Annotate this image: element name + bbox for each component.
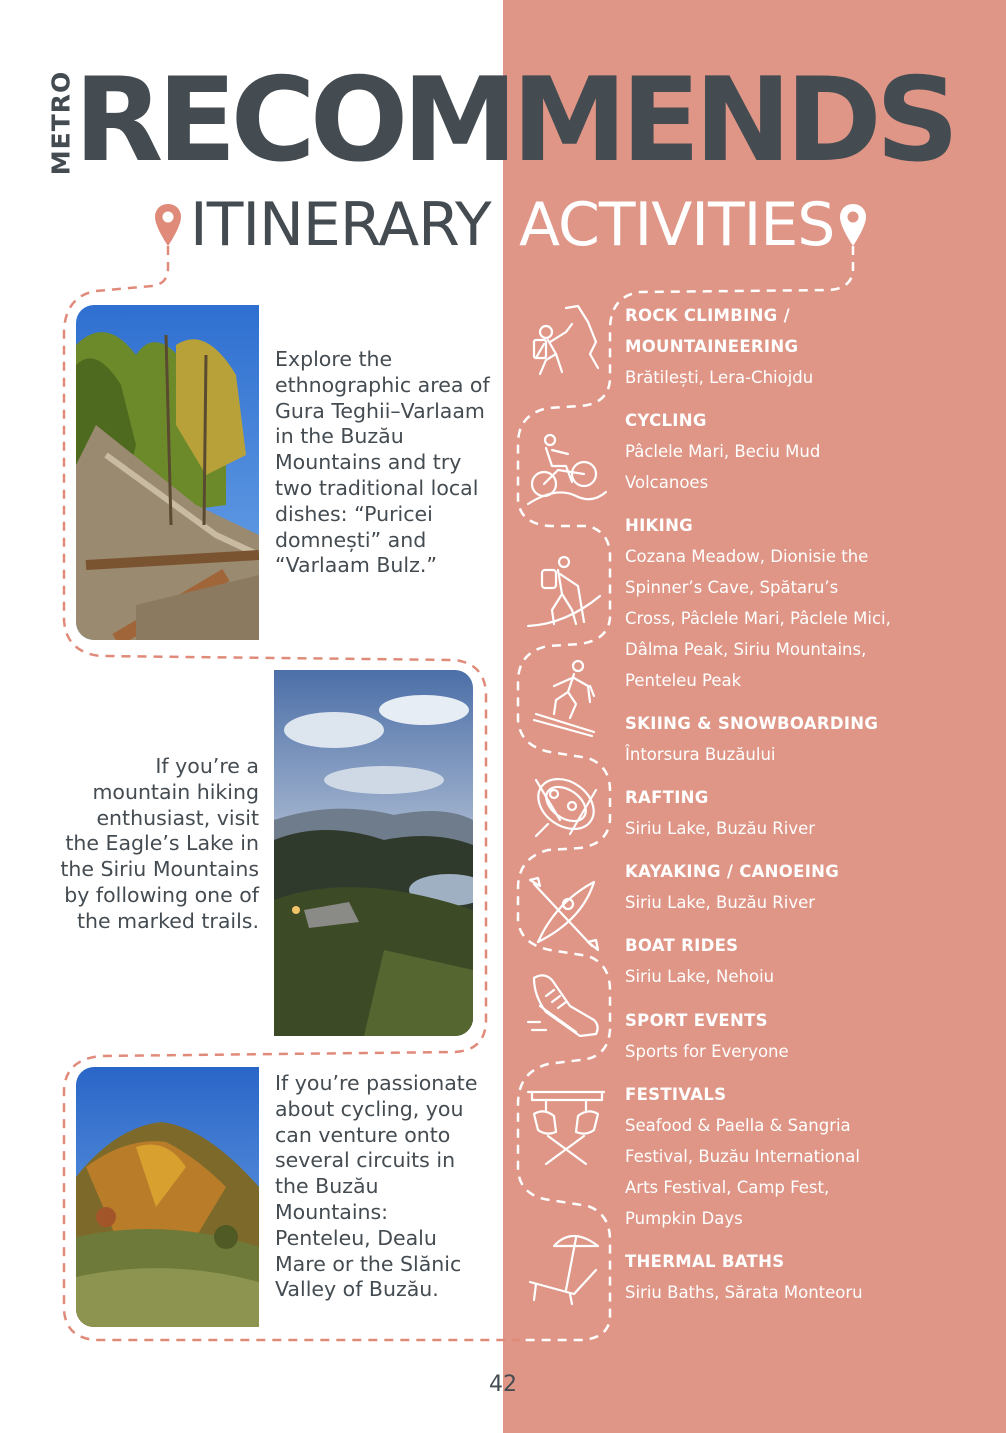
activity-cycling bbox=[625, 405, 995, 498]
metro-side-label: METRO bbox=[46, 70, 76, 176]
sneaker-icon bbox=[526, 966, 608, 1048]
autumn-hill-photo bbox=[76, 1067, 259, 1327]
map-pin-icon bbox=[837, 202, 869, 248]
activity-festivals bbox=[625, 1079, 995, 1234]
kayak-icon bbox=[526, 872, 608, 954]
activity-title: BOAT RIDES bbox=[625, 936, 739, 955]
activity-thermal-baths bbox=[625, 1246, 995, 1308]
activity-places: Siriu Lake, Nehoiu bbox=[625, 967, 775, 986]
itinerary-text-3: If you’re passionate about cycling, you can venture onto several circuits in the Buzău Mountains: Penteleu, Dealu Mare or the Slănic Valley of Buzău. bbox=[275, 1071, 478, 1302]
activity-title: RAFTING bbox=[625, 788, 709, 807]
activity-places: Siriu Lake, Buzău River bbox=[625, 819, 816, 838]
sunbed-icon bbox=[526, 1226, 608, 1308]
forest-cliff-photo bbox=[76, 305, 259, 640]
activity-places: Siriu Lake, Buzău River bbox=[625, 893, 816, 912]
activity-sport-events bbox=[625, 1005, 995, 1067]
activity-kayaking bbox=[625, 856, 995, 918]
itinerary-text-2: If you’re a mountain hiking enthusiast, visit the Eagle’s Lake in the Siriu Mountains by following one of the marked trails. bbox=[60, 754, 259, 933]
activity-hiking bbox=[625, 510, 995, 696]
activity-skiing bbox=[625, 708, 995, 770]
rock-climbing-icon bbox=[526, 302, 608, 384]
activity-places: Cozana Meadow, Dionisie the Spinner’s Cave, Spătaru’s Cross, Pâclele Mari, Pâclele Mici, Dâlma Peak, Siriu Mountains, Penteleu Peak bbox=[625, 547, 891, 690]
activity-places: Întorsura Buzăului bbox=[625, 745, 776, 764]
activity-title: CYCLING bbox=[625, 411, 707, 430]
activity-title: KAYAKING / CANOEING bbox=[625, 862, 840, 881]
page-title: RECOMMENDS bbox=[74, 53, 954, 188]
activity-rafting bbox=[625, 782, 995, 844]
activity-title: SKIING & SNOWBOARDING bbox=[625, 714, 879, 733]
itinerary-text-1: Explore the ethnographic area of Gura Teghii–Varlaam in the Buzău Mountains and try two traditional local dishes: “Puricei domnești” and “Varlaam Bulz.” bbox=[275, 347, 490, 578]
map-pin-icon bbox=[152, 202, 184, 248]
activity-title: HIKING bbox=[625, 516, 694, 535]
activity-boat-rides bbox=[625, 930, 995, 992]
activity-title: FESTIVALS bbox=[625, 1085, 727, 1104]
hiking-icon bbox=[526, 552, 608, 634]
cycling-icon bbox=[526, 426, 608, 508]
activity-title: ROCK CLIMBING / MOUNTAINEERING bbox=[625, 306, 799, 356]
page-number: 42 bbox=[489, 1372, 517, 1397]
festival-icon bbox=[526, 1086, 608, 1168]
skiing-icon bbox=[532, 656, 614, 738]
activity-places: Sports for Everyone bbox=[625, 1042, 789, 1061]
activity-places: Pâclele Mari, Beciu Mud Volcanoes bbox=[625, 442, 821, 492]
activity-places: Siriu Baths, Sărata Monteoru bbox=[625, 1283, 863, 1302]
activity-places: Brătilești, Lera-Chiojdu bbox=[625, 368, 814, 387]
activity-title: THERMAL BATHS bbox=[625, 1252, 785, 1271]
activity-rock-climbing bbox=[625, 300, 995, 393]
itinerary-heading: ITINERARY bbox=[190, 190, 491, 260]
activity-places: Seafood & Paella & Sangria Festival, Buzău International Arts Festival, Camp Fest, Pumpkin Days bbox=[625, 1116, 860, 1228]
eagles-lake-photo bbox=[274, 670, 473, 1036]
activity-title: SPORT EVENTS bbox=[625, 1011, 768, 1030]
activities-heading: ACTIVITIES bbox=[519, 190, 835, 260]
rafting-icon bbox=[526, 764, 608, 846]
